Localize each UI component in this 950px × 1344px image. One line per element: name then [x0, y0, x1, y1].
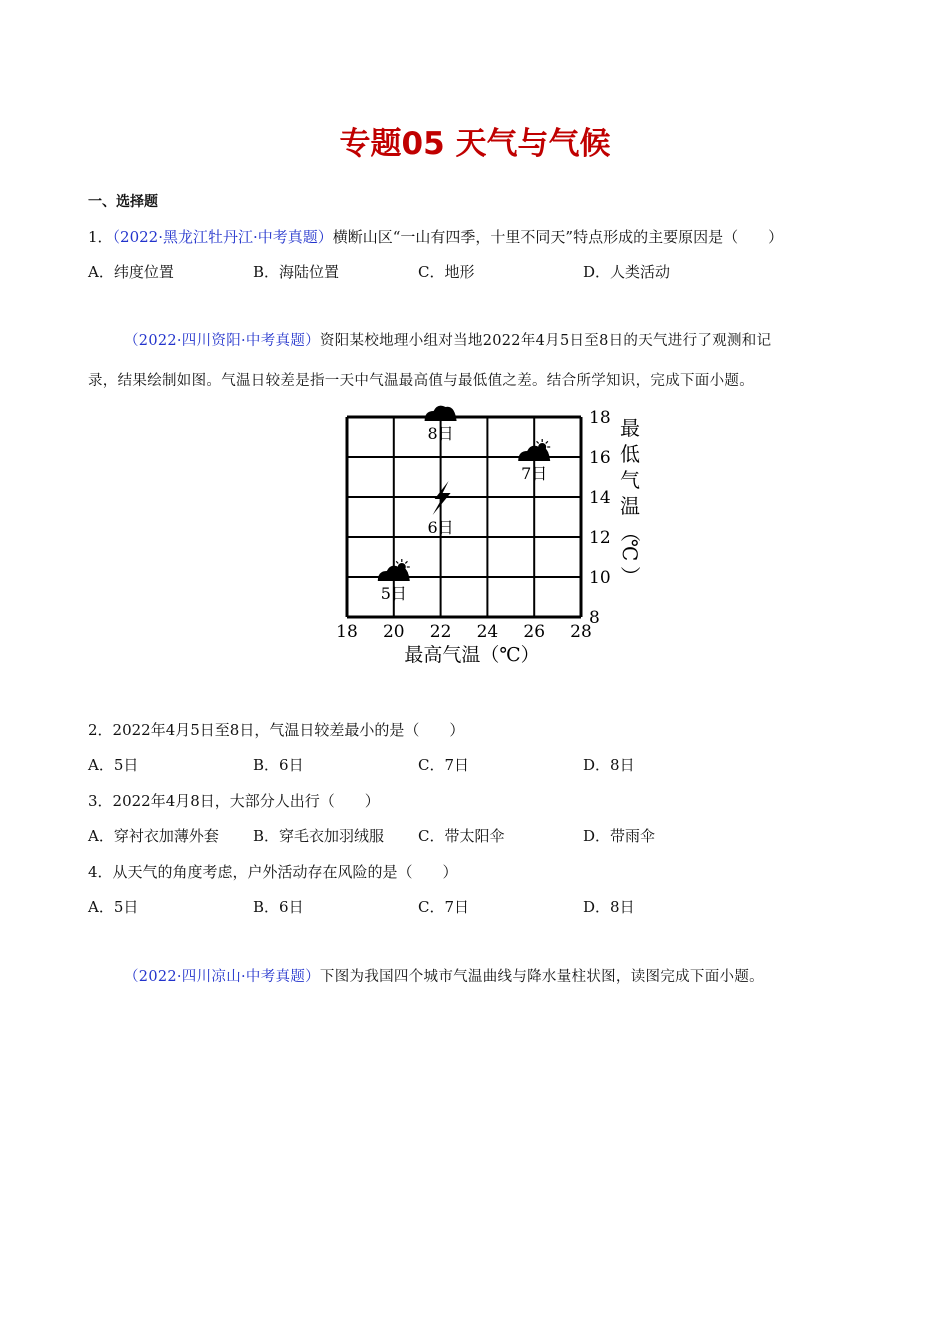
question-number: 4．	[88, 863, 113, 881]
question-4	[88, 861, 458, 882]
question-1	[88, 226, 783, 247]
x-tick-label: 20	[382, 622, 405, 642]
question-2	[88, 719, 464, 740]
x-tick-label: 22	[429, 622, 452, 642]
question-number: 3．	[88, 792, 113, 810]
q2-option-c[interactable]: C．7日	[418, 756, 470, 774]
x-tick-label: 24	[476, 622, 499, 642]
y-tick-label: 14	[589, 488, 611, 508]
cloud-icon	[425, 406, 457, 421]
question-number: 2．	[88, 721, 113, 739]
q3-option-a[interactable]: A．穿衬衣加薄外套	[88, 827, 219, 845]
q3-option-c[interactable]: C．带太阳伞	[418, 827, 505, 845]
y-tick-label: 10	[589, 568, 611, 588]
y-label-char: （	[618, 522, 642, 542]
question-text: 从天气的角度考虑，户外活动存在风险的是（ ）	[112, 863, 458, 881]
chart-points	[378, 406, 550, 603]
y-tick-label: 8	[589, 608, 600, 628]
question-3	[88, 790, 380, 811]
question-text: 2022年4月5日至8日，气温日较差最小的是（ ）	[112, 721, 465, 739]
question-source: （2022·黑龙江牡丹江·中考真题）	[112, 228, 333, 246]
y-axis-label	[618, 416, 642, 586]
y-label-char: 温	[620, 494, 640, 518]
q1-option-d[interactable]: D．人类活动	[583, 263, 671, 281]
point-label: 6日	[427, 518, 454, 537]
q2-option-a[interactable]: A．5日	[88, 756, 139, 774]
y-label-char: ）	[618, 566, 642, 586]
q1-option-a[interactable]: A．纬度位置	[88, 263, 174, 281]
group-text-2: 录，结果绘制如图。气温日较差是指一天中气温最高值与最低值之差。结合所学知识，完成下面小题。	[88, 373, 754, 389]
group-text: 下图为我国四个城市气温曲线与降水量柱状图，读图完成下面小题。	[319, 969, 764, 985]
chart-ticks	[336, 408, 610, 642]
y-label-char: 低	[620, 442, 640, 466]
x-axis-label: 最高气温（℃）	[404, 644, 540, 666]
y-tick-label: 18	[589, 408, 611, 428]
question-text: 2022年4月8日，大部分人出行（ ）	[112, 792, 380, 810]
q2-option-b[interactable]: B．6日	[253, 756, 304, 774]
group-1-intro	[88, 321, 863, 401]
q1-option-b[interactable]: B．海陆位置	[253, 263, 340, 281]
group-source: （2022·四川资阳·中考真题）	[124, 333, 320, 349]
x-tick-label: 26	[523, 622, 546, 642]
group-text-1: 资阳某校地理小组对当地2022年4月5日至8日的天气进行了观测和记	[319, 333, 772, 349]
x-tick-label: 28	[570, 622, 592, 642]
page-title: 专题05 天气与气候	[339, 126, 611, 162]
q2-option-d[interactable]: D．8日	[583, 756, 635, 774]
q4-option-b[interactable]: B．6日	[253, 898, 304, 916]
group-2-intro	[88, 957, 863, 997]
y-tick-label: 12	[589, 528, 611, 548]
temperature-chart	[330, 405, 660, 670]
section-heading: 一、选择题	[88, 194, 158, 210]
q4-option-a[interactable]: A．5日	[88, 898, 139, 916]
q1-option-c[interactable]: C．地形	[418, 263, 475, 281]
group-source: （2022·四川凉山·中考真题）	[124, 969, 320, 985]
question-number: 1．	[88, 228, 113, 246]
q4-option-c[interactable]: C．7日	[418, 898, 470, 916]
point-label: 7日	[521, 464, 548, 483]
x-tick-label: 18	[336, 622, 358, 642]
point-label: 5日	[380, 584, 407, 603]
point-label: 8日	[427, 424, 454, 443]
y-label-char: ℃	[618, 538, 642, 562]
q3-option-d[interactable]: D．带雨伞	[583, 827, 656, 845]
data-point	[425, 406, 457, 443]
y-label-char: 最	[620, 416, 640, 440]
q3-option-b[interactable]: B．穿毛衣加羽绒服	[253, 827, 385, 845]
q4-option-d[interactable]: D．8日	[583, 898, 635, 916]
y-label-char: 气	[620, 468, 640, 492]
y-tick-label: 16	[589, 448, 611, 468]
question-text: 横断山区“一山有四季，十里不同天”特点形成的主要原因是（ ）	[332, 228, 784, 246]
